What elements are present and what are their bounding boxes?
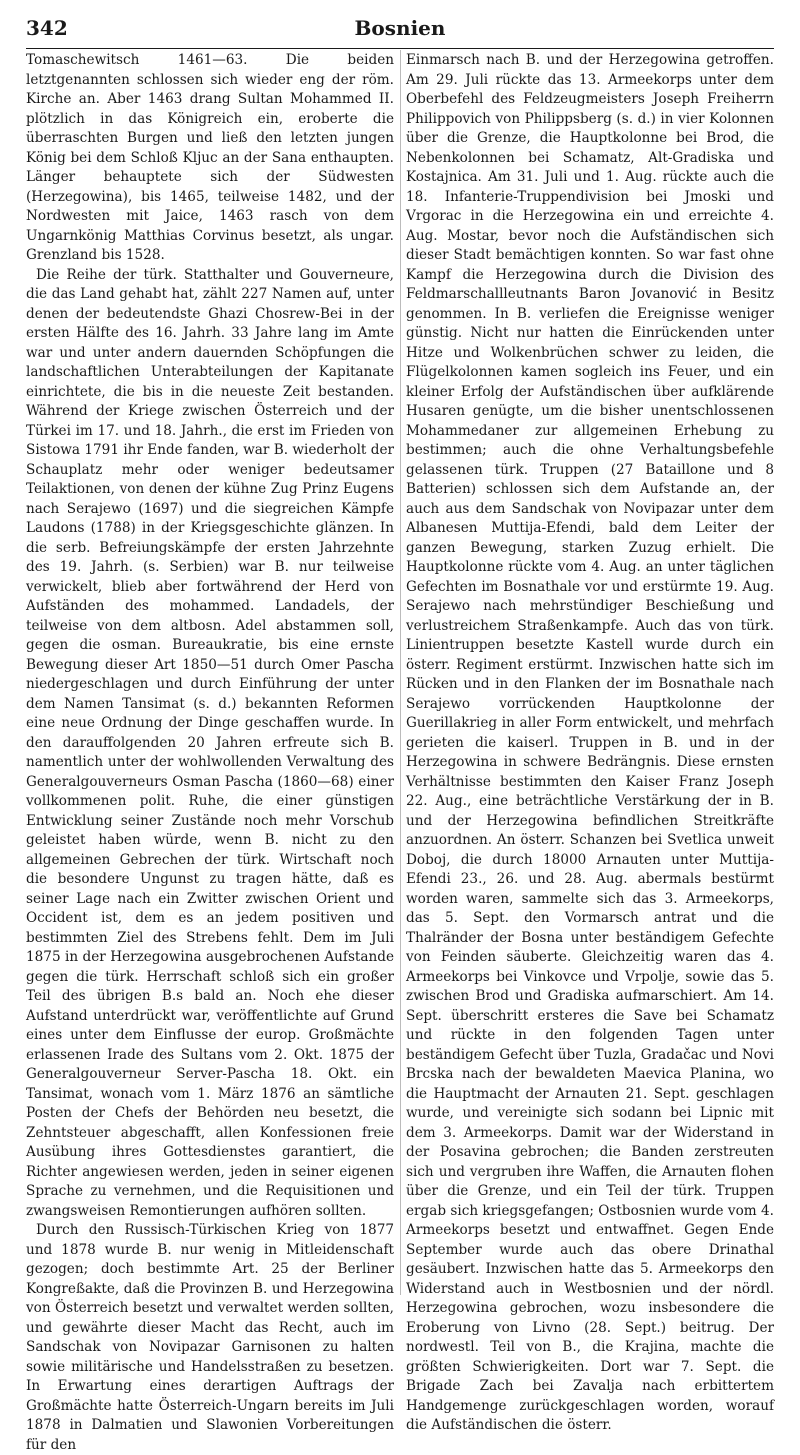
- running-title: Bosnien: [354, 16, 446, 40]
- right-paragraph-1: Einmarsch nach B. und der Herzegowina getroffen. Am 29. Juli rückte das 13. Armeekorps unter dem Oberbefehl des Feldzeugmeisters Joseph Freiherrn Philippovich von Philippsberg (s. d.) in vier Kolonnen über die Grenze, die Hauptkolonne bei Brod, die Nebenkolonnen bei Schamatz, Alt-Gradiska und Kostajnica. Am 31. Juli und 1. Aug. rückte auch die 18. Infanterie-Truppendivision bei Jmoski und Vrgorac in die Herzegowina ein und erreichte 4. Aug. Mostar, bevor noch die Aufständischen sich dieser Stadt bemächtigen konnten. So war fast ohne Kampf die Herzegowina durch die Division des Feldmarschallleutnants Baron Jovanović in Besitz genommen. In B. verliefen die Ereignisse weniger günstig. Nicht nur hatten die Einrückenden unter Hitze und Wolkenbrüchen schwer zu leiden, die Flügelkolonnen kamen sogleich ins Feuer, und ein kleiner Erfolg der Aufständischen über aufklärende Husaren genügte, um die bisher unentschlossenen Mohammedaner zur allgemeinen Erhebung zu bestimmen; auch die ohne Verhaltungsbefehle gelassenen türk. Truppen (27 Bataillone und 8 Batterien) schlossen sich dem Aufstande an, der auch aus dem Sandschak von Novipazar unter dem Albanesen Muttija-Efendi, bald dem Leiter der ganzen Bewegung, starken Zuzug erhielt. Die Hauptkolonne rückte vom 4. Aug. an unter täglichen Gefechten im Bosnathale vor und erstürmte 19. Aug. Serajewo nach mehrstündiger Beschießung und verlustreichem Straßenkampfe. Auch das von türk. Linientruppen besetzte Kastell wurde durch ein österr. Regiment erstürmt. Inzwischen hatte sich im Rücken und in den Flanken der im Bosnathale nach Serajewo vorrückenden Hauptkolonne der Guerillakrieg in aller Form entwickelt, und mehrfach gerieten die kaiserl. Truppen in B. und in der Herzegowina in schwere Bedrängnis. Diese ernsten Verhältnisse bestimmten den Kaiser Franz Joseph 22. Aug., eine beträchtliche Verstärkung der in B. und der Herzegowina befindlichen Streitkräfte anzuordnen. An österr. Schanzen bei Svetlica unweit Doboj, die durch 18000 Arnauten unter Muttija-Efendi 23., 26. und 28. Aug. abermals bestürmt worden waren, sammelte sich das 3. Armeekorps, das 5. Sept. den Vormarsch antrat und die Thalränder der Bosna unter beständigem Gefechte von Feinden säuberte. Gleichzeitig waren das 4. Armeekorps bei Vinkovce und Vrpolje, sowie das 5. zwischen Brod und Gradiska aufmarschiert. Am 14. Sept. überschritt ersteres die Save bei Schamatz und rückte in den folgenden Tagen unter beständigem Gefecht über Tuzla, Gradačac und Novi Brcska nach der bewaldeten Maevica Planina, wo die Hauptmacht der Arnauten 21. Sept. geschlagen wurde, und vereinigte sich sodann bei Lipnic mit dem 3. Armeekorps. Damit war der Widerstand in der Posavina gebrochen; die Banden zerstreuten sich und vergruben ihre Waffen, die Arnauten flohen über die Grenze, und ein Teil der türk. Truppen ergab sich kriegsgefangen; Ostbosnien wurde vom 4. Armeekorps besetzt und entwaffnet. Gegen Ende September wurde auch das obere Drinathal gesäubert. Inzwischen hatte das 5. Armeekorps den Widerstand auch in Westbosnien und der nördl. Herzegowina gebrochen, wozu insbesondere die Eroberung von Livno (28. Sept.) beitrug. Der nordwestl. Teil von B., die Krajina, machte die größten Schwierigkeiten. Dort war 7. Sept. die Brigade Zach bei Zavalja nach erbittertem Handgemenge zurückgeschlagen worden, worauf die Aufständischen die österr.: [406, 52, 774, 1433]
- page-header: [26, 8, 774, 49]
- left-column: [26, 51, 394, 1455]
- page-number: 342: [26, 16, 68, 40]
- right-column: [406, 51, 774, 1455]
- left-paragraph-2: Die Reihe der türk. Statthalter und Gouverneure, die das Land gehabt hat, zählt 227 Namen auf, unter denen der bedeutendste Ghazi Chosrew-Bei in der ersten Hälfte des 16. Jahrh. 33 Jahre lang im Amte war und unter andern dauernden Schöpfungen die landschaftlichen Unterabteilungen der Kapitanate einrichtete, die bis in die neueste Zeit bestanden. Während der Kriege zwischen Österreich und der Türkei im 17. und 18. Jahrh., die erst im Frieden von Sistowa 1791 ihr Ende fanden, war B. wiederholt der Schauplatz mehr oder weniger bedeutsamer Teilaktionen, von denen der kühne Zug Prinz Eugens nach Serajewo (1697) und die siegreichen Kämpfe Laudons (1788) in der Kriegsgeschichte glänzen. In die serb. Befreiungskämpfe der ersten Jahrzehnte des 19. Jahrh. (s. Serbien) war B. nur teilweise verwickelt, blieb aber fortwährend der Herd von Aufständen des mohammed. Landadels, der teilweise von dem altbosn. Adel abstammen soll, gegen die osman. Bureaukratie, bis eine ernste Bewegung dieser Art 1850—51 durch Omer Pascha niedergeschlagen und durch Einführung der unter dem Namen Tansimat (s. d.) bekannten Reformen eine neue Ordnung der Dinge geschaffen wurde. In den darauffolgenden 20 Jahren erfreute sich B. namentlich unter der wohlwollenden Verwaltung des Generalgouverneurs Osman Pascha (1860—68) einer vollkommenen polit. Ruhe, die einer günstigen Entwicklung seiner Zustände noch mehr Vorschub geleistet haben würde, wenn B. nicht zu den allgemeinen Gebrechen der türk. Wirtschaft noch die besondere Ungunst zu tragen hätte, daß es seiner Lage nach ein Zwitter zwischen Orient und Occident ist, dem es an jedem positiven und bestimmten Ziel des Strebens fehlt. Dem im Juli 1875 in der Herzegowina ausgebrochenen Aufstande gegen die türk. Herrschaft schloß sich ein großer Teil des übrigen B.s bald an. Noch ehe dieser Aufstand unterdrückt war, veröffentlichte auf Grund eines unter dem Einflusse der europ. Großmächte erlassenen Irade des Sultans vom 2. Okt. 1875 der Generalgouverneur Server-Pascha 18. Okt. ein Tansimat, wonach vom 1. März 1876 an sämtliche Posten der Chefs der Behörden neu besetzt, die Zehntsteuer abgeschafft, allen Konfessionen freie Ausübung ihres Gottesdienstes garantiert, die Richter angewiesen werden, jeden in seiner eigenen Sprache zu vernehmen, und die Requisitionen und zwangsweisen Remontierungen aufhören sollten.: [26, 266, 394, 1219]
- column-divider: [400, 50, 401, 1295]
- left-paragraph-3: Durch den Russisch-Türkischen Krieg von 1877 und 1878 wurde B. nur wenig in Mitleidenschaft gezogen; doch bestimmte Art. 25 der Berliner Kongreßakte, daß die Provinzen B. und Herzegowina von Österreich besetzt und verwaltet werden sollten, und gewährte dieser Macht das Recht, auch im Sandschak von Novipazar Garnisonen zu halten sowie militärische und Handelsstraßen zu besetzen. In Erwartung eines derartigen Auftrags der Großmächte hatte Österreich-Ungarn bereits im Juli 1878 in Dalmatien und Slawonien Vorbereitungen für den: [26, 1222, 394, 1453]
- left-paragraph-1: Tomaschewitsch 1461—63. Die beiden letztgenannten schlossen sich wieder eng der röm. Kirche an. Aber 1463 drang Sultan Mohammed II. plötzlich in das Königreich ein, eroberte die überraschten Burgen und ließ den letzten jungen König bei dem Schloß Kljuc an der Sana enthaupten. Länger behauptete sich der Südwesten (Herzegowina), bis 1465, teilweise 1482, und der Nordwesten mit Jaice, 1463 rasch von dem Ungarnkönig Matthias Corvinus besetzt, als ungar. Grenzland bis 1528.: [26, 52, 394, 263]
